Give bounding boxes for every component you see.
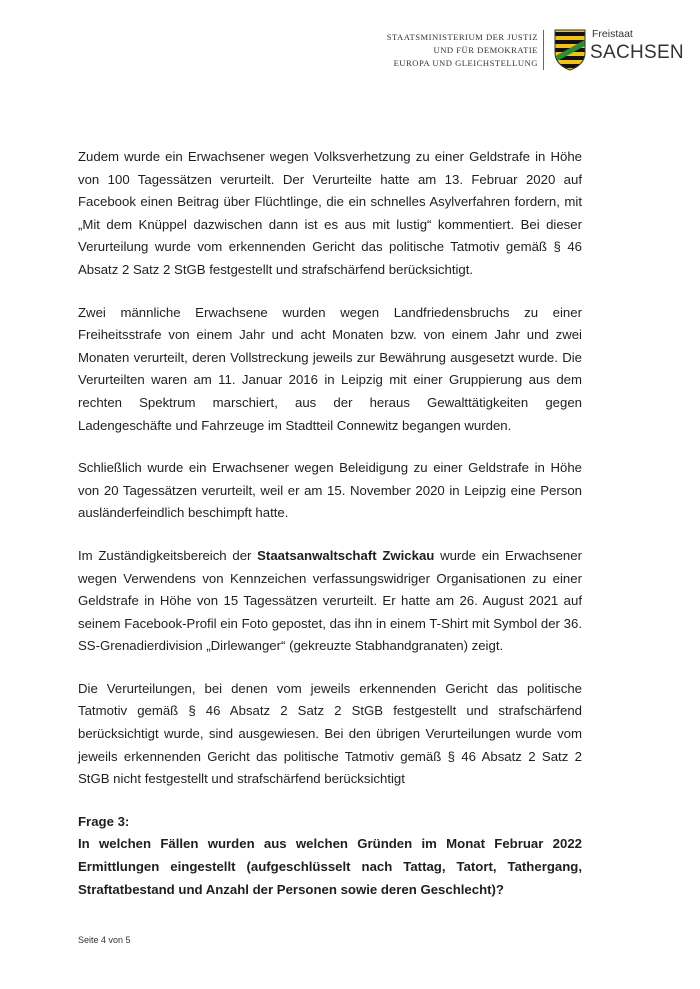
paragraph-text: wurde ein Erwachsener wegen Verwendens von Kennzeichen verfassungswidriger Organisationen zu einer Geldstrafe in Höhe von 15 Tagessätzen verurteilt. Er hatte am 26. August 2021 auf seinem Facebook-Profil ein Foto gepostet, das ihn in einem T-Shirt mit Symbol der 36. SS-Grenadierdivision „Dirlewanger“ (gekreuzte Stabhandgranaten) zeigt. xyxy=(78,547,582,654)
logo-freistaat: Freistaat xyxy=(592,28,633,40)
ministry-line: UND FÜR DEMOKRATIE xyxy=(433,45,538,55)
prosecutor-office-name: Staatsanwaltschaft Zwickau xyxy=(257,547,435,563)
paragraph: Schließlich wurde ein Erwachsener wegen Beleidigung zu einer Geldstrafe in Höhe von 20 Tagessätzen verurteilt, weil er am 15. November 2020 in Leipzig eine Person ausländerfeindlich beschimpft hatte. xyxy=(78,460,582,521)
paragraph: Zwei männliche Erwachsene wurden wegen Landfriedensbruchs zu einer Freiheitsstrafe von einem Jahr und acht Monaten bzw. von einem Jahr und zwei Monaten verurteilt, deren Vollstreckung jeweils zur Bewährung ausgesetzt wurde. Die Verurteilten waren am 11. Januar 2016 in Leipzig mit einer Gruppierung aus dem rechten Spektrum marschiert, aus der heraus Gewalttätigkeiten gegen Ladengeschäfte und Fahrzeuge im Stadtteil Connewitz begangen wurden. xyxy=(78,304,582,433)
paragraph xyxy=(78,545,582,658)
page-number: Seite 4 von 5 xyxy=(78,935,131,945)
paragraph-text: Im Zuständigkeitsbereich der xyxy=(78,547,258,563)
paragraph: Die Verurteilungen, bei denen vom jeweils erkennenden Gericht das politische Tatmotiv gemäß § 46 Absatz 2 Satz 2 StGB festgestellt und strafschärfend berücksichtigt wurde, sind ausgewiesen. Bei den übrigen Verurteilungen wurde vom jeweils erkennenden Gericht das politische Tatmotiv gemäß § 46 Absatz 2 Satz 2 StGB nicht festgestellt und strafschärfend berücksichtigt xyxy=(78,680,582,787)
ministry-name xyxy=(387,31,538,70)
paragraph: Zudem wurde ein Erwachsener wegen Volksverhetzung zu einer Geldstrafe in Höhe von 100 Tagessätzen verurteilt. Der Verurteilte hatte am 13. Februar 2020 auf Facebook einen Beitrag über Flüchtlinge, die ein schnelles Asylverfahren fordern, mit „Mit dem Knüppel dazwischen dann ist es aus mit lustig“ kommentiert. Bei dieser Verurteilung wurde vom erkennenden Gericht das politische Tatmotiv gemäß § 46 Absatz 2 Satz 2 StGB festgestellt und strafschärfend berücksichtigt. xyxy=(78,149,582,277)
question-text: In welchen Fällen wurden aus welchen Gründen im Monat Februar 2022 Ermittlungen eingestellt (aufgeschlüsselt nach Tattag, Tatort, Tathergang, Straftatbestand und Anzahl der Personen sowie deren Geschlecht)? xyxy=(78,836,582,897)
body-text xyxy=(78,146,582,901)
header-divider xyxy=(543,30,544,70)
letterhead xyxy=(0,26,700,76)
ministry-line: EUROPA UND GLEICHSTELLUNG xyxy=(393,58,538,68)
question-label: Frage 3: xyxy=(78,813,130,829)
logo-sachsen: SACHSEN xyxy=(590,42,684,63)
ministry-line: STAATSMINISTERIUM DER JUSTIZ xyxy=(386,32,538,42)
saxony-coat-of-arms-icon xyxy=(554,29,586,71)
